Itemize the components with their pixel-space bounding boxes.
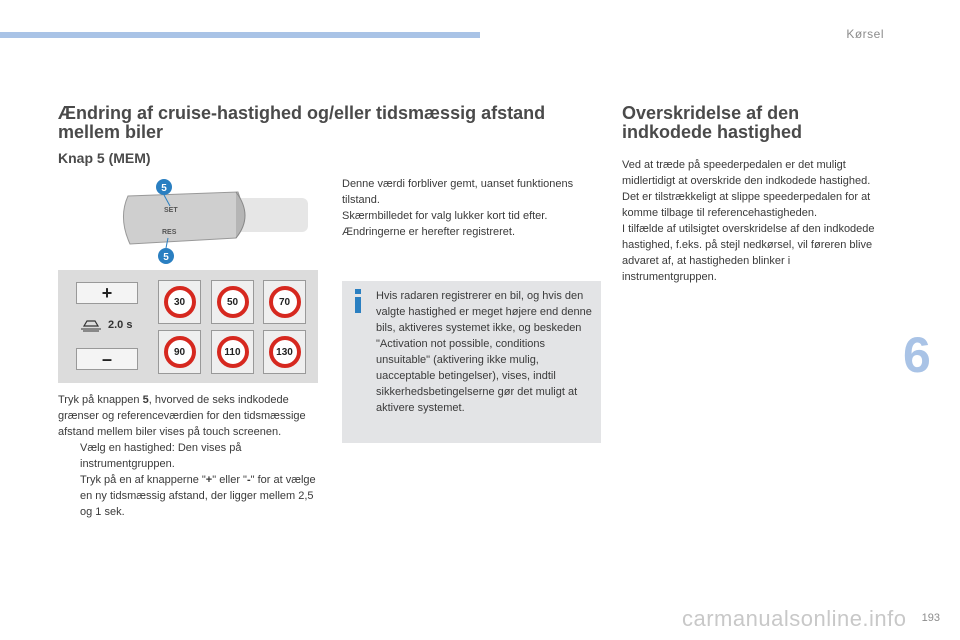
middle-paragraph-1: Denne værdi forbliver gemt, uanset funktionens tilstand. — [342, 178, 574, 206]
intro-paragraph: Tryk på knappen 5, hvorved de seks indkodede grænser og referenceværdien for den tidsmæssige afstand mellem biler vises på touch screenen. — [58, 394, 306, 438]
cruise-stalk-illustration — [58, 168, 318, 268]
speed-preset-6 — [263, 330, 306, 374]
speed-preset-1 — [158, 280, 201, 324]
stalk-set-label: SET — [164, 207, 178, 214]
right-paragraph-2: Det er tilstrækkeligt at slippe speederpedalen for at komme tilbage til referencehastigheden. — [622, 191, 871, 219]
speed-sign: 30 — [164, 286, 196, 318]
button-number-bottom: 5 — [163, 252, 169, 263]
speed-preset-2 — [211, 280, 254, 324]
left-subtitle: Knap 5 (MEM) — [58, 150, 151, 166]
touch-screen-illustration — [58, 270, 318, 383]
header-accent-bar — [0, 32, 480, 38]
stalk-button-5-bottom — [158, 248, 174, 264]
right-title: Overskridelse af den indkodede hastighed — [622, 103, 803, 142]
left-title: Ændring af cruise-hastighed og/eller tidsmæssig afstand mellem biler — [58, 103, 546, 142]
info-icon — [352, 289, 364, 313]
stalk-res-label: RES — [162, 229, 177, 236]
speed-preset-3 — [263, 280, 306, 324]
info-box — [342, 281, 601, 443]
speed-sign: 50 — [217, 286, 249, 318]
left-body — [58, 392, 320, 520]
distance-value: 2.0 s — [108, 319, 133, 331]
speed-preset-5 — [211, 330, 254, 374]
middle-paragraph-3: Ændringerne er herefter registreret. — [342, 226, 516, 238]
middle-body — [342, 176, 604, 240]
bullet-item: Vælg en hastighed: Den vises på instrumentgruppen. — [58, 440, 320, 472]
speed-sign: 90 — [164, 336, 196, 368]
speed-preset-4 — [158, 330, 201, 374]
section-label: Kørsel — [846, 27, 884, 41]
right-body — [622, 157, 884, 285]
stalk-button-5-top — [156, 179, 172, 195]
speed-sign: 130 — [269, 336, 301, 368]
info-text: Hvis radaren registrerer en bil, og hvis den valgte hastighed er meget højere end denne bils, aktiveres systemet ikke, og beskeden "Activation not possible, conditions unsuitable" (aktivering ikke mulig, uacceptable betingelser), vises, indtil sikkerhedsbetingelserne gør det muligt at aktivere systemet. — [376, 290, 592, 414]
button-number-top: 5 — [161, 183, 167, 194]
middle-paragraph-2: Skærmbilledet for valg lukker kort tid efter. — [342, 210, 548, 222]
watermark: carmanualsonline.info — [682, 606, 907, 631]
distance-setting — [80, 318, 132, 332]
car-distance-icon — [80, 318, 102, 332]
minus-button: – — [76, 348, 138, 370]
bullet-marker-icon — [58, 472, 80, 520]
speed-sign: 110 — [217, 336, 249, 368]
bullet-item: Tryk på en af knapperne "+" eller "-" for at vælge en ny tidsmæssig afstand, der ligger mellem 2,5 og 1 sek. — [58, 472, 320, 520]
right-paragraph-1: Ved at træde på speederpedalen er det muligt midlertidigt at overskride den indkodede hastighed. — [622, 159, 871, 187]
plus-button: + — [76, 282, 138, 304]
right-paragraph-3: I tilfælde af utilsigtet overskridelse af den indkodede hastighed, f.eks. på stejl nedkørsel, vil føreren blive advaret af, at hastigheden blinker i instrumentgruppen. — [622, 223, 875, 283]
bullet-marker-icon — [58, 440, 80, 472]
speed-sign: 70 — [269, 286, 301, 318]
page-number: 193 — [921, 612, 940, 624]
chapter-number: 6 — [903, 327, 931, 383]
